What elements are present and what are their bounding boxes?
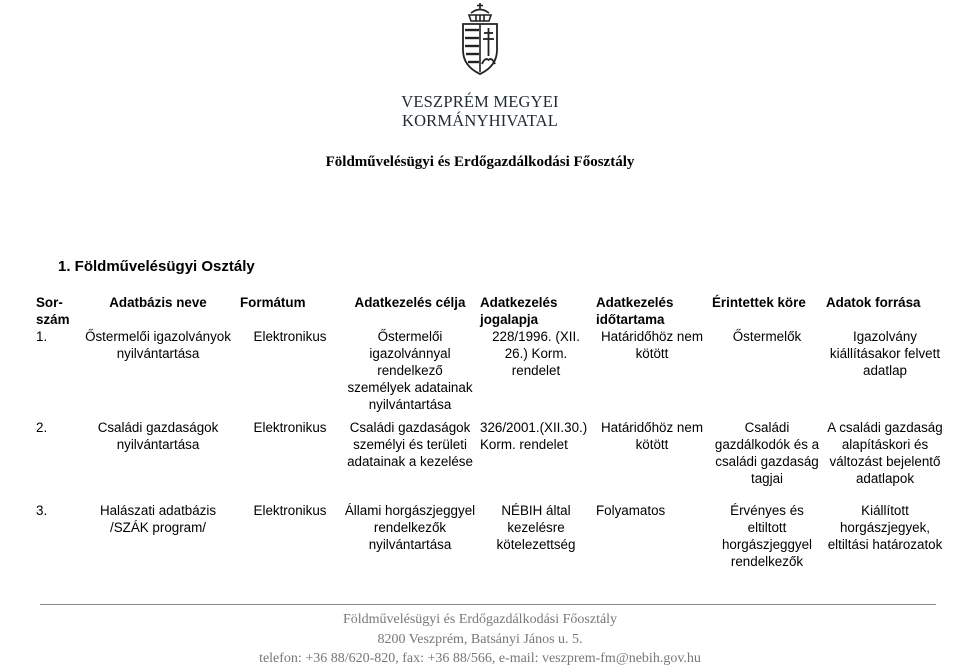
column-header-data-source: Adatok forrása — [826, 295, 921, 310]
cell-serial: 3. — [36, 503, 48, 518]
department-title: Földművelésügyi és Erdőgazdálkodási Főosztály — [325, 154, 635, 170]
cell-serial: 2. — [36, 420, 48, 435]
cell-serial: 1. — [36, 329, 48, 344]
cell-data-source: A családi gazdaság alapításkori és változást bejelentő adatlapok — [827, 420, 943, 486]
organization-name-line2: KORMÁNYHIVATAL — [401, 111, 559, 130]
cell-format: Elektronikus — [253, 503, 327, 518]
column-header-legal-basis: Adatkezelés jogalapja — [480, 295, 558, 327]
cell-format: Elektronikus — [253, 329, 327, 344]
cell-data-subjects: Érvényes és eltiltott horgászjeggyel rendelkezők — [721, 503, 813, 569]
cell-database-name: Családi gazdaságok nyilvántartása — [97, 420, 219, 452]
cell-data-subjects: Őstermelők — [732, 329, 802, 344]
section-title: 1. Földművelésügyi Osztály — [58, 258, 255, 275]
column-header-serial: Sor-szám — [36, 295, 70, 327]
cell-format: Elektronikus — [253, 420, 327, 435]
table-row — [34, 419, 946, 502]
organization-name-line1: VESZPRÉM MEGYEI — [401, 92, 559, 111]
cell-duration: Határidőhöz nem kötött — [601, 329, 703, 361]
column-header-data-subjects: Érintettek köre — [712, 295, 806, 310]
column-header-purpose: Adatkezelés célja — [354, 295, 466, 310]
data-register-table — [34, 294, 946, 570]
hungarian-coat-of-arms-logo — [456, 2, 504, 76]
cell-purpose: Állami horgászjeggyel rendelkezők nyilvántartása — [344, 503, 476, 552]
footer-address: 8200 Veszprém, Batsányi János u. 5. — [377, 632, 583, 647]
table-row — [34, 328, 946, 419]
cell-legal-basis: NÉBIH által kezelésre kötelezettség — [496, 503, 576, 552]
cell-data-source: Kiállított horgászjegyek, eltiltási határozatok — [827, 503, 943, 552]
organization-name — [380, 92, 580, 130]
cell-database-name: Őstermelői igazolványok nyilvántartása — [85, 329, 231, 361]
table-row — [34, 502, 946, 570]
cell-database-name: Halászati adatbázis /SZÁK program/ — [99, 503, 217, 535]
cell-purpose: Családi gazdaságok személyi és területi adatainak a kezelése — [347, 420, 473, 469]
footer-divider — [40, 604, 936, 605]
cell-legal-basis: 326/2001.(XII.30.) Korm. rendelet — [480, 420, 588, 452]
column-header-database-name: Adatbázis neve — [109, 295, 207, 310]
cell-data-source: Igazolvány kiállításakor felvett adatlap — [829, 329, 941, 378]
footer-contact: telefon: +36 88/620-820, fax: +36 88/566, e-mail: veszprem-fm@nebih.gov.hu — [259, 651, 701, 666]
table-header-row — [34, 294, 946, 328]
cell-duration: Határidőhöz nem kötött — [601, 420, 703, 452]
column-header-duration: Adatkezelés időtartama — [596, 295, 674, 327]
cell-legal-basis: 228/1996. (XII. 26.) Korm. rendelet — [492, 329, 580, 378]
footer-department: Földművelésügyi és Erdőgazdálkodási Főosztály — [342, 612, 618, 627]
cell-duration: Folyamatos — [596, 503, 666, 518]
cell-purpose: Őstermelői igazolvánnyal rendelkező személyek adatainak nyilvántartása — [347, 329, 473, 412]
cell-data-subjects: Családi gazdálkodók és a családi gazdaság tagjai — [714, 420, 820, 486]
column-header-format: Formátum — [240, 295, 306, 310]
